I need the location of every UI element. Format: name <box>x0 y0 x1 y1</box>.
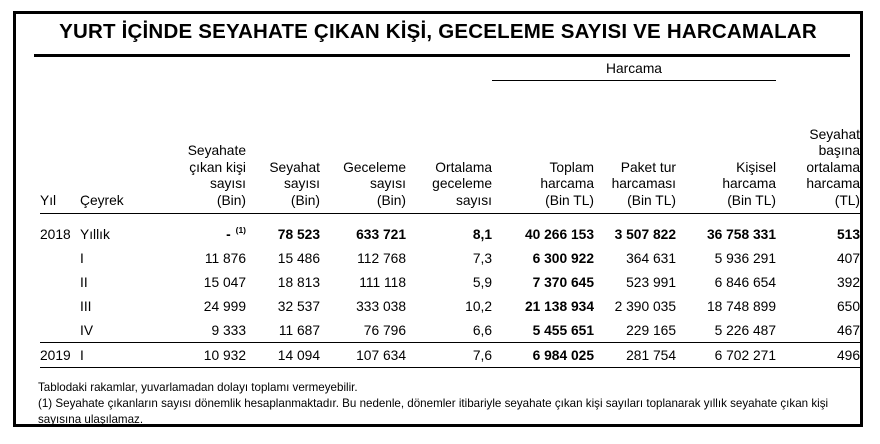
table-row <box>40 246 860 270</box>
footnote-1: (1) Seyahate çıkanların sayısı dönemlik hesaplanmaktadır. Bu nedenle, dönemler itibariyle seyahate çıkan kişi sayıları toplanarak yıllık seyahate çıkan kişi sayısına ulaşılamaz. <box>38 397 829 426</box>
cell-package: 364 631 <box>626 250 676 266</box>
table-title: YURT İÇİNDE SEYAHATE ÇIKAN KİŞİ, GECELEME SAYISI VE HARCAMALAR <box>59 20 817 43</box>
cell-package: 523 991 <box>626 274 676 290</box>
column-header-individual-spend: Kişisel harcama (Bin TL) <box>676 81 776 214</box>
table-row <box>40 343 860 368</box>
cell-package: 2 390 035 <box>614 298 676 314</box>
cell-year <box>40 294 80 318</box>
column-header-per-trip-spend: Seyahat başına ortalama harcama (TL) <box>776 81 860 214</box>
column-header-persons: Seyahate çıkan kişi sayısı (Bin) <box>146 81 246 214</box>
cell-year <box>40 318 80 343</box>
cell-nights: 111 118 <box>359 274 406 290</box>
cell-persons: 15 047 <box>203 274 246 290</box>
cell-individual: 5 936 291 <box>714 250 777 266</box>
cell-per-trip: 407 <box>836 250 861 266</box>
cell-period: I <box>80 343 146 368</box>
cell-package: 281 754 <box>594 343 676 368</box>
table-row <box>40 294 860 318</box>
cell-trips: 11 687 <box>278 322 320 338</box>
cell-total: 5 455 651 <box>532 322 594 338</box>
table-footnotes <box>38 380 850 428</box>
cell-trips: 32 537 <box>277 298 320 314</box>
cell-nights: 633 721 <box>356 226 406 242</box>
cell-period: III <box>80 298 92 314</box>
table-row <box>40 318 860 343</box>
cell-per-trip: 496 <box>776 343 860 368</box>
cell-nights: 333 038 <box>356 298 406 314</box>
column-header-period: Çeyrek <box>80 81 146 214</box>
cell-period: I <box>80 250 84 266</box>
cell-total: 6 984 025 <box>492 343 594 368</box>
cell-individual: 6 846 654 <box>714 274 777 290</box>
column-header-package-spend: Paket tur harcaması (Bin TL) <box>594 81 676 214</box>
harcama-group-header: Harcama <box>492 58 776 81</box>
cell-per-trip: 650 <box>836 298 861 314</box>
cell-persons: 9 333 <box>211 322 246 338</box>
cell-year: 2018 <box>40 226 71 242</box>
cell-year <box>40 246 80 270</box>
cell-avg-nights: 6,6 <box>472 322 492 338</box>
cell-trips: 78 523 <box>277 226 320 242</box>
column-header-year: Yıl <box>40 81 80 214</box>
cell-individual: 6 702 271 <box>676 343 776 368</box>
cell-avg-nights: 10,2 <box>465 298 492 314</box>
cell-avg-nights: 7,3 <box>472 250 492 266</box>
cell-trips: 15 486 <box>277 250 320 266</box>
cell-trips: 18 813 <box>277 274 320 290</box>
cell-period: IV <box>80 322 94 338</box>
cell-avg-nights: 7,6 <box>406 343 492 368</box>
table-row <box>40 270 860 294</box>
cell-package: 3 507 822 <box>614 226 676 242</box>
cell-year <box>40 270 80 294</box>
group-header-row <box>40 58 860 81</box>
cell-individual: 18 748 899 <box>706 298 777 314</box>
cell-persons: 10 932 <box>146 343 246 368</box>
cell-total: 21 138 934 <box>524 298 594 314</box>
cell-period: Yıllık <box>80 226 110 242</box>
title-divider <box>34 54 850 57</box>
column-header-nights: Geceleme sayısı (Bin) <box>320 81 406 214</box>
cell-year: 2019 <box>40 343 80 368</box>
cell-package: 229 165 <box>626 322 676 338</box>
travel-statistics-table <box>40 58 860 368</box>
cell-persons: 11 876 <box>204 250 246 266</box>
cell-per-trip: 513 <box>836 226 861 242</box>
cell-period: II <box>80 274 88 290</box>
table-frame <box>13 11 863 427</box>
cell-avg-nights: 5,9 <box>472 274 492 290</box>
column-header-avg-nights: Ortalama geceleme sayısı <box>406 81 492 214</box>
footnote-rounding: Tablodaki rakamlar, yuvarlamadan dolayı toplamı vermeyebilir. <box>38 381 358 394</box>
cell-avg-nights: 8,1 <box>472 226 492 242</box>
cell-nights: 76 796 <box>363 322 406 338</box>
cell-total: 6 300 922 <box>532 250 594 266</box>
cell-trips: 14 094 <box>246 343 320 368</box>
cell-individual: 5 226 487 <box>714 322 777 338</box>
cell-persons: - $^{(1)}$ <box>226 224 246 242</box>
cell-individual: 36 758 331 <box>706 226 777 242</box>
cell-total: 7 370 645 <box>532 274 594 290</box>
cell-persons: 24 999 <box>203 298 246 314</box>
cell-nights: 107 634 <box>320 343 406 368</box>
cell-nights: 112 768 <box>357 250 406 266</box>
cell-per-trip: 467 <box>836 322 861 338</box>
cell-total: 40 266 153 <box>524 226 594 242</box>
cell-per-trip: 392 <box>836 274 861 290</box>
column-header-total-spend: Toplam harcama (Bin TL) <box>492 81 594 214</box>
column-header-trips: Seyahat sayısı (Bin) <box>246 81 320 214</box>
table-row <box>40 222 860 246</box>
footnote-marker: (1) <box>235 224 246 235</box>
column-header-row <box>40 81 860 214</box>
